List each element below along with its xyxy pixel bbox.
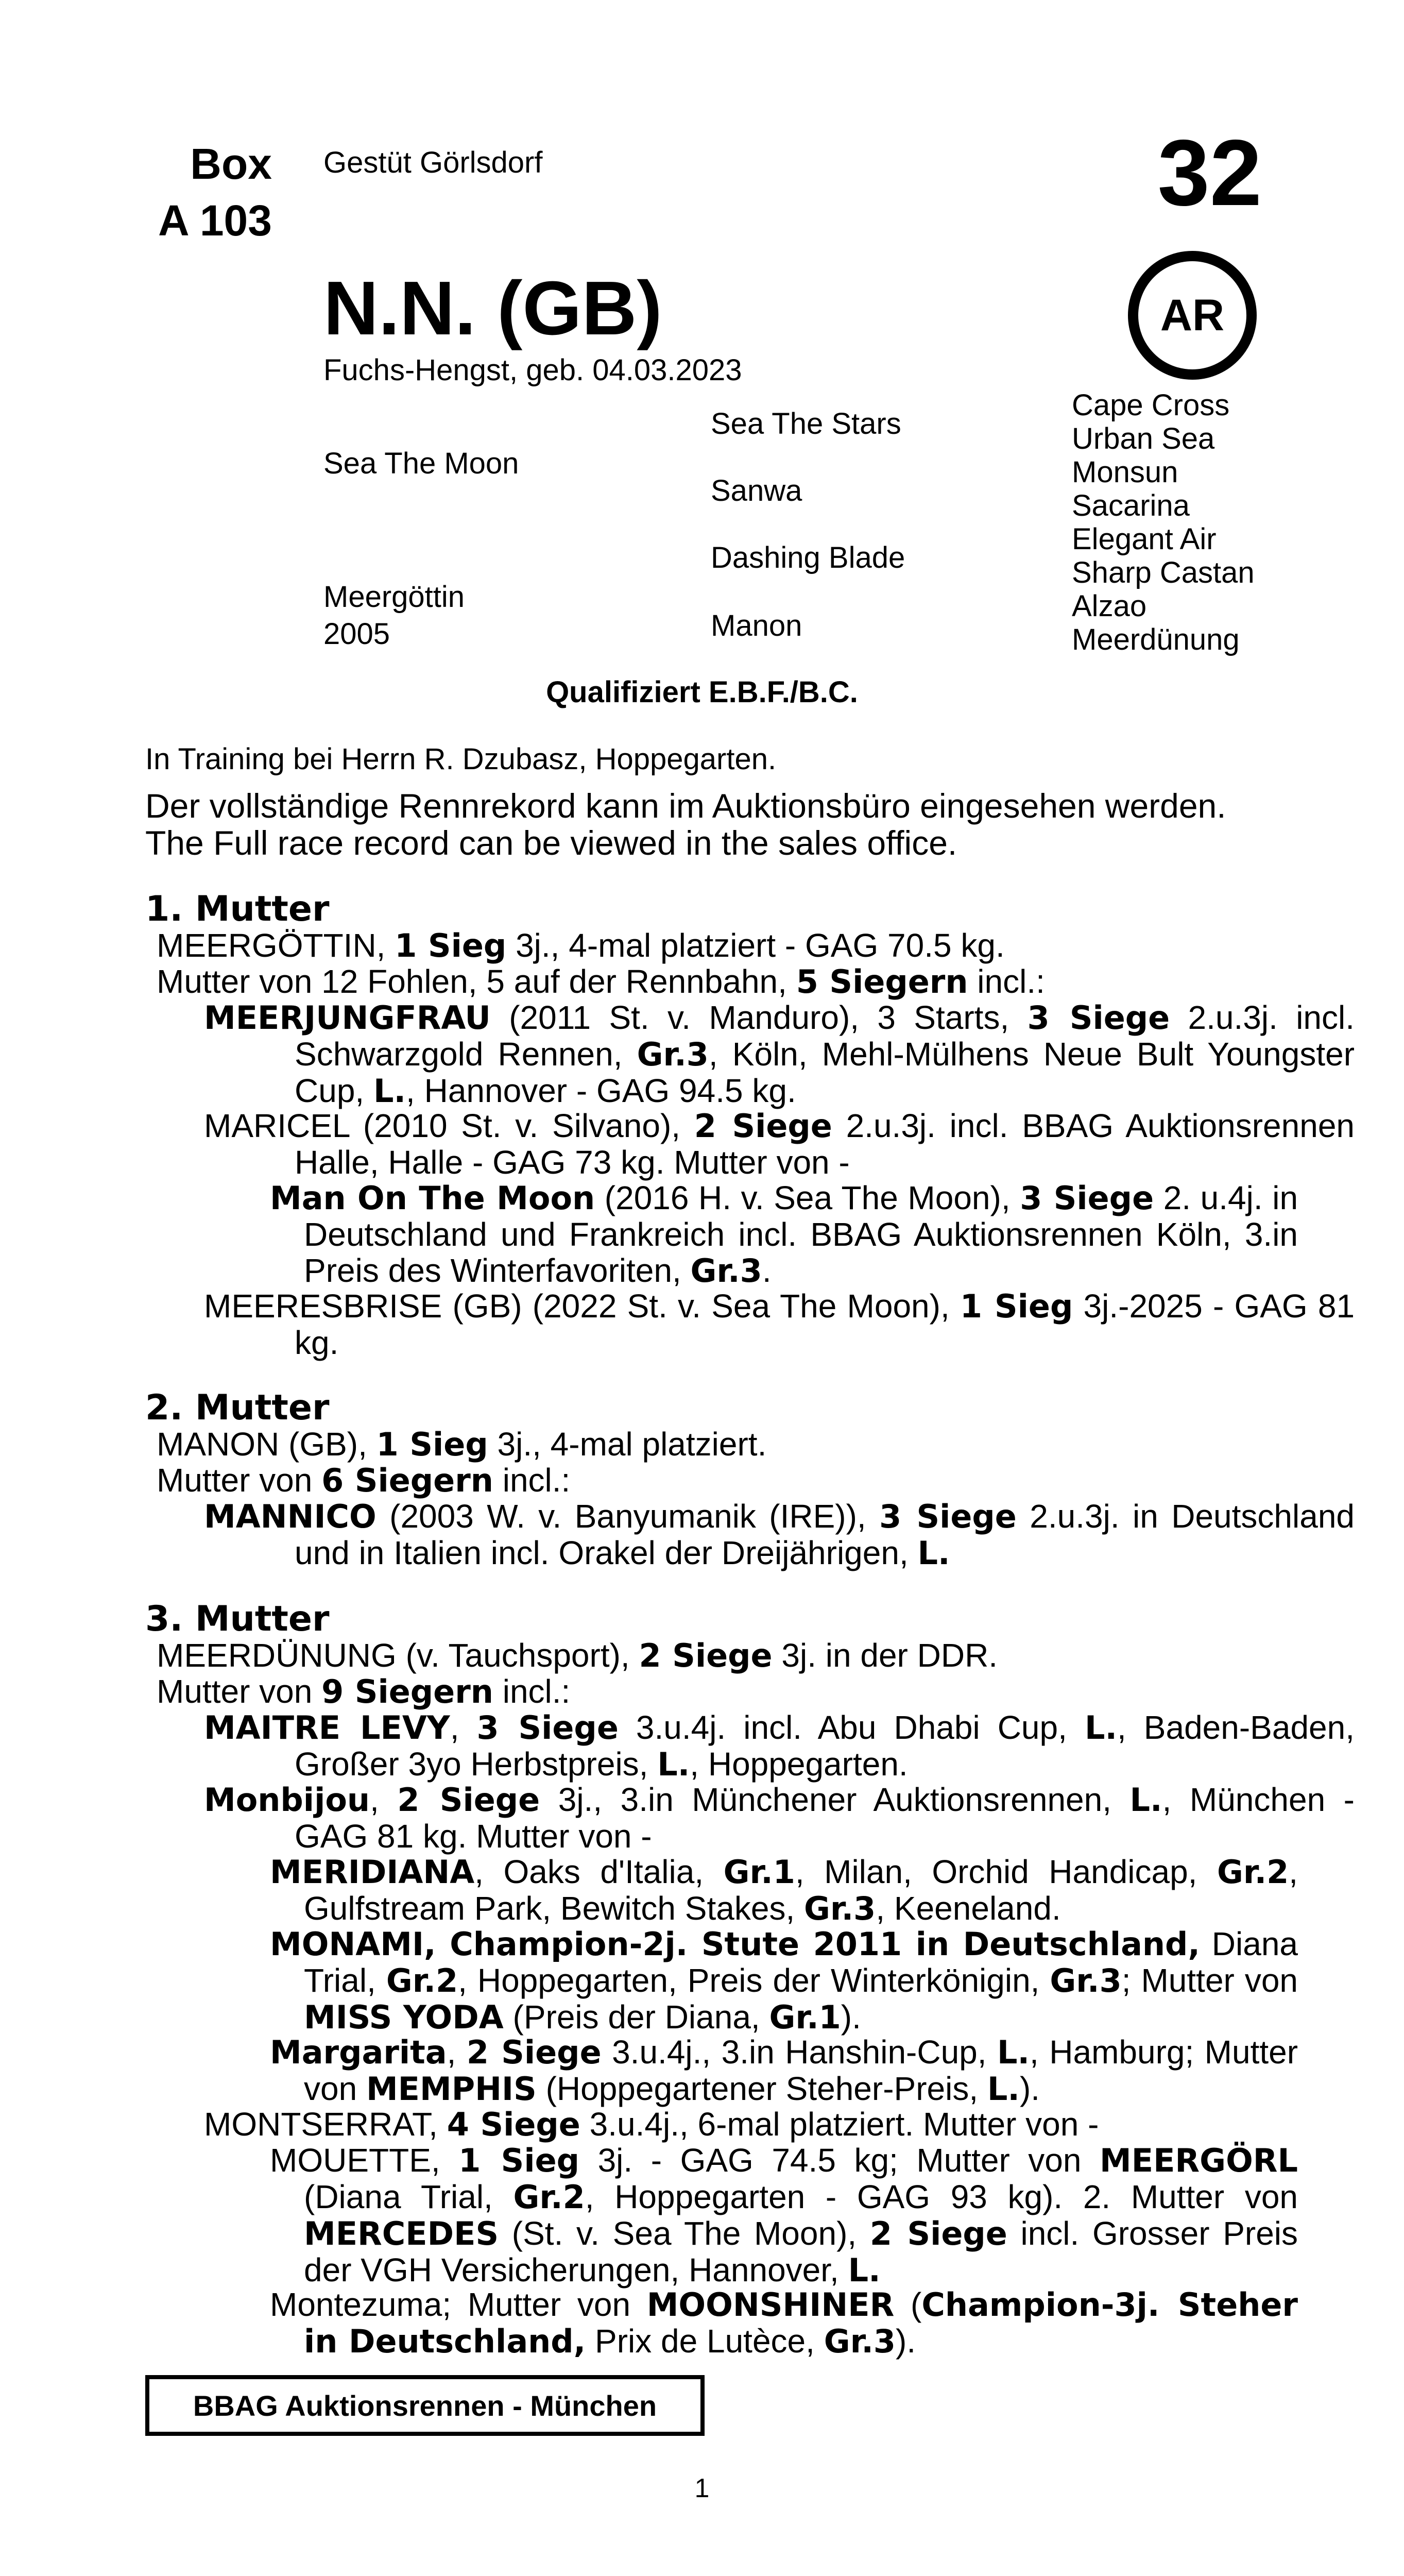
third-dam-heading: 3. Mutter bbox=[145, 1599, 330, 1639]
race-record-note-de: Der vollständige Rennrekord kann im Auktionsbüro eingesehen werden. bbox=[145, 787, 1226, 825]
pedigree-g3: Cape Cross bbox=[1072, 388, 1230, 422]
produce-entry: MEERESBRISE (GB) (2022 St. v. Sea The Moon), 1 Sieg 3j.-2025 - GAG 81 kg. bbox=[204, 1287, 1355, 1361]
produce-entry: MERIDIANA, Oaks d'Italia, Gr.1, Milan, Orchid Handicap, Gr.2, Gulfstream Park, Bewitch Stakes, Gr.3, Keeneland. bbox=[270, 1853, 1298, 1927]
produce-entry: MEERJUNGFRAU (2011 St. v. Manduro), 3 Starts, 3 Siege 2.u.3j. incl. Schwarzgold Rennen, Gr.3, Köln, Mehl-Mülhens Neue Bult Youngster Cup, L., Hannover - GAG 94.5 kg. bbox=[204, 999, 1355, 1110]
produce-entry: MANNICO (2003 W. v. Banyumanik (IRE)), 3 Siege 2.u.3j. in Deutschland und in Italien incl. Orakel der Dreijährigen, L. bbox=[204, 1498, 1355, 1572]
pedigree-sire-sire: Sea The Stars bbox=[711, 407, 901, 440]
pedigree-g3: Meerdünung bbox=[1072, 623, 1240, 656]
pedigree-g3: Monsun bbox=[1072, 455, 1178, 489]
produce-entry: MARICEL (2010 St. v. Silvano), 2 Siege 2.u.3j. incl. BBAG Auktionsrennen Halle, Halle - GAG 73 kg. Mutter von - bbox=[204, 1107, 1355, 1181]
produce-entry: MOUETTE, 1 Sieg 3j. - GAG 74.5 kg; Mutter von MEERGÖRL (Diana Trial, Gr.2, Hoppegarten - GAG 93 kg). 2. Mutter von MERCEDES (St. v. Sea The Moon), 2 Siege incl. Grosser Preis der VGH Versicherungen, Hannover, L. bbox=[270, 2142, 1298, 2289]
third-dam-record: MEERDÜNUNG (v. Tauchsport), 2 Siege 3j. in der DDR. bbox=[157, 1637, 998, 1674]
lot-number: 32 bbox=[1157, 120, 1262, 225]
pedigree-sire: Sea The Moon bbox=[323, 447, 519, 480]
box-label: Box bbox=[190, 140, 272, 188]
ar-badge: AR bbox=[1128, 251, 1257, 380]
qualification: Qualifiziert E.B.F./B.C. bbox=[546, 675, 858, 709]
race-eligibility-box: BBAG Auktionsrennen - München bbox=[145, 2375, 705, 2436]
page-number: 1 bbox=[694, 2473, 710, 2503]
pedigree-g3: Sacarina bbox=[1072, 489, 1190, 522]
first-dam-produce: Mutter von 12 Fohlen, 5 auf der Rennbahn, 5 Siegern incl.: bbox=[157, 963, 1045, 1001]
produce-entry: Margarita, 2 Siege 3.u.4j., 3.in Hanshin-Cup, L., Hamburg; Mutter von MEMPHIS (Hoppegartener Steher-Preis, L.). bbox=[270, 2033, 1298, 2108]
pedigree-g3: Elegant Air bbox=[1072, 522, 1217, 556]
second-dam-record: MANON (GB), 1 Sieg 3j., 4-mal platziert. bbox=[157, 1426, 767, 1463]
produce-entry: Montezuma; Mutter von MOONSHINER (Champion-3j. Steher in Deutschland, Prix de Lutèce, Gr.3). bbox=[270, 2286, 1298, 2360]
box-number: A 103 bbox=[158, 196, 272, 245]
produce-entry: MONAMI, Champion-2j. Stute 2011 in Deutschland, Diana Trial, Gr.2, Hoppegarten, Preis der Winterkönigin, Gr.3; Mutter von MISS YODA (Preis der Diana, Gr.1). bbox=[270, 1925, 1298, 2036]
race-record-note-en: The Full race record can be viewed in the sales office. bbox=[145, 824, 957, 862]
race-record-note bbox=[145, 787, 1278, 861]
produce-entry: MAITRE LEVY, 3 Siege 3.u.4j. incl. Abu Dhabi Cup, L., Baden-Baden, Großer 3yo Herbstpreis, L., Hoppegarten. bbox=[204, 1709, 1355, 1783]
pedigree-g3: Urban Sea bbox=[1072, 422, 1215, 455]
consignor: Gestüt Görlsdorf bbox=[323, 146, 543, 179]
first-dam-heading: 1. Mutter bbox=[145, 889, 330, 929]
pedigree-dam: Meergöttin bbox=[323, 580, 465, 614]
second-dam-produce: Mutter von 6 Siegern incl.: bbox=[157, 1462, 571, 1499]
produce-entry: Monbijou, 2 Siege 3j., 3.in Münchener Auktionsrennen, L., München - GAG 81 kg. Mutter von - bbox=[204, 1781, 1355, 1855]
second-dam-heading: 2. Mutter bbox=[145, 1387, 330, 1428]
horse-description: Fuchs-Hengst, geb. 04.03.2023 bbox=[323, 353, 742, 387]
pedigree-dam-sire: Dashing Blade bbox=[711, 541, 905, 574]
pedigree-g3: Sharp Castan bbox=[1072, 556, 1255, 589]
pedigree-dam-dam: Manon bbox=[711, 609, 802, 642]
training-info: In Training bei Herrn R. Dzubasz, Hoppegarten. bbox=[145, 742, 777, 776]
first-dam-record: MEERGÖTTIN, 1 Sieg 3j., 4-mal platziert - GAG 70.5 kg. bbox=[157, 927, 1005, 964]
pedigree-sire-dam: Sanwa bbox=[711, 474, 802, 507]
produce-entry: Man On The Moon (2016 H. v. Sea The Moon), 3 Siege 2. u.4j. in Deutschland und Frankreich incl. BBAG Auktionsrennen Köln, 3.in Preis des Winterfavoriten, Gr.3. bbox=[270, 1179, 1298, 1290]
pedigree-g3: Alzao bbox=[1072, 589, 1147, 623]
third-dam-produce: Mutter von 9 Siegern incl.: bbox=[157, 1673, 571, 1710]
produce-entry: MONTSERRAT, 4 Siege 3.u.4j., 6-mal platziert. Mutter von - bbox=[204, 2106, 1099, 2143]
pedigree-third-generation bbox=[1072, 388, 1255, 656]
pedigree-dam-year: 2005 bbox=[323, 617, 390, 651]
horse-name: N.N. (GB) bbox=[323, 266, 662, 351]
